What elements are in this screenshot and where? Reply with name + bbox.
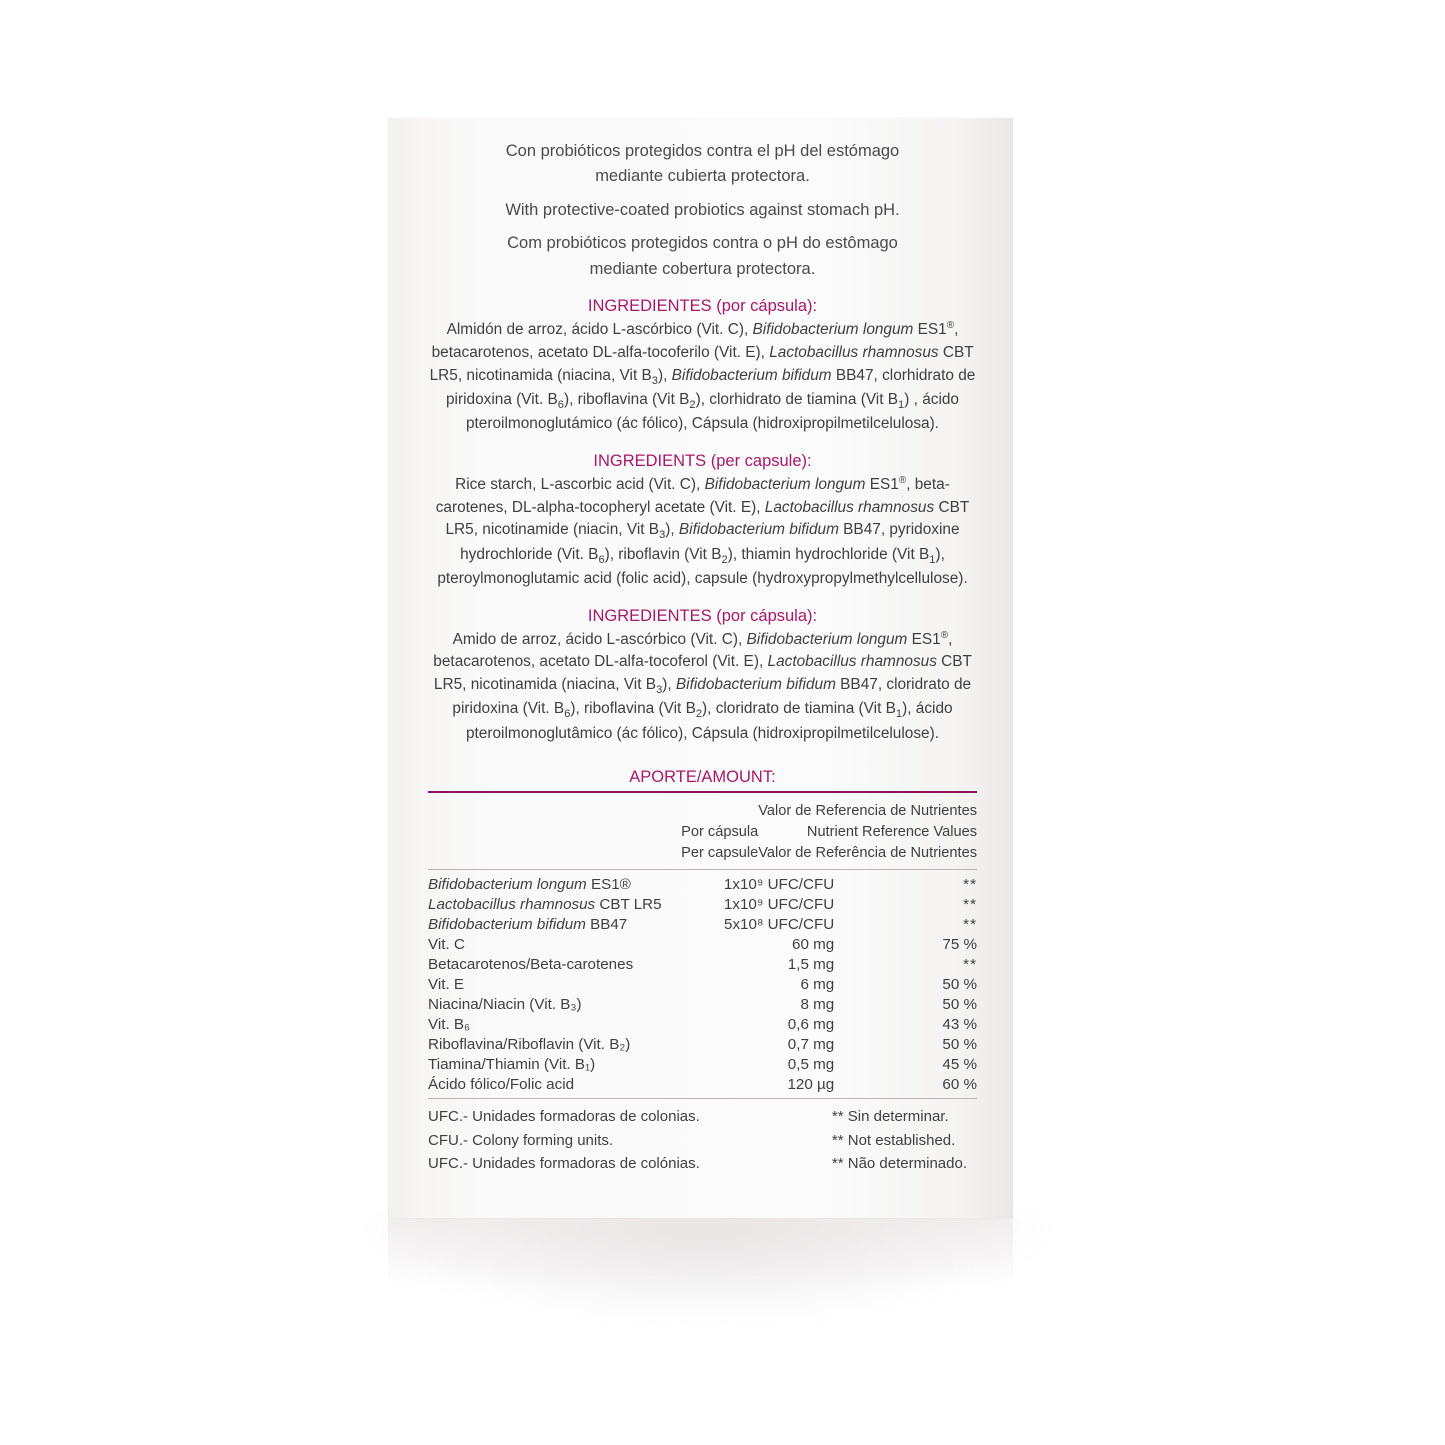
ing-en-l3i: Bifidobacterium bifidum [678,521,839,539]
ing-es-l4d: ) , [904,390,918,408]
nutrient-nrv: 50 % [942,995,977,1013]
header-nrv-es: Valor de Referencia de Nutrientes [758,802,977,819]
nutrient-name [428,954,670,974]
ing-es-l4b: ), riboflavina (Vit B [563,390,690,408]
ing-es-l1b: ES1 [913,321,947,339]
nutrient-nrv: 43 % [942,1015,977,1033]
nutrient-per-capsule: 1x10⁹ UFC/CFU [723,875,835,893]
nutrient-per-capsule: 5x10⁸ UFC/CFU [724,915,835,933]
nutrient-name-rest: Tiamina/Thiamin (Vit. B₁) [428,1055,596,1073]
ing-en-l5: pteroylmonoglutamic acid (folic acid), capsule (hydroxypropylmethylcellulose). [437,570,968,588]
nutrient-per-capsule: 60 mg [792,935,835,953]
table-row [428,874,977,894]
ing-en-sub6: 6 [598,553,605,566]
header-per-capsule-en: Per capsule [681,844,759,861]
ing-pt-l1a: Amido de arroz, ácido L-ascórbico (Vit. C), [452,630,747,648]
nutrient-per-capsule: 0,7 mg [787,1035,835,1053]
probiotic-blurb [428,140,977,281]
nutrient-per-capsule: 1,5 mg [787,955,835,973]
ing-pt-sub1: 1 [895,708,903,721]
amount-table-header [428,799,977,865]
ing-en-l2a: beta-carotenes, DL-alpha-tocopheryl acetate (Vit. E), [435,476,950,516]
header-per-capsule [618,799,758,865]
table-row [428,974,977,994]
header-blank [428,799,618,865]
ing-es-reg1: ® [946,320,955,332]
ing-en-reg1: ® [898,474,907,486]
ing-es-l2a: betacarotenos, acetato DL-alfa-tocoferilo (Vit. E), [431,343,770,361]
table-row [428,894,977,914]
nutrient-name-italic: Bifidobacterium longum [428,875,587,893]
ing-pt-l5: ácido pteroilmonoglutâmico (ác fólico), Cápsula (hidroxipropilmetilcelulose). [465,700,953,742]
blurb-pt-line1: Com probióticos protegidos contra o pH do estômago [507,234,898,253]
table-row [428,1074,977,1094]
blurb-pt-line2: mediante cobertura protectora. [589,259,816,278]
amount-table [428,799,977,865]
table-row [428,954,977,974]
ing-pt-l3a: LR5, nicotinamida (niacina, Vit B [433,676,657,694]
ing-pt-l1i: Bifidobacterium longum [746,630,908,648]
ing-es-l3a: LR5, nicotinamida (niacina, Vit B [429,366,652,384]
amount-top-rule [428,791,977,794]
table-row [428,994,977,1014]
ing-pt-sub6: 6 [564,708,571,721]
nutrient-name-rest: Vit. B₆ [428,1015,471,1033]
nutrient-name [428,894,670,914]
nutrient-name [428,1074,670,1094]
nutrient-per-capsule: 0,5 mg [787,1055,835,1073]
ingredients-en-body [428,474,977,591]
nutrient-name-rest: Ácido fólico/Folic acid [428,1075,575,1093]
nutrient-name-rest: ES1® [586,875,631,893]
blurb-es-line1: Con probióticos protegidos contra el pH del estómago [505,142,900,160]
nutrient-name [428,974,670,994]
nutrient-name [428,934,670,954]
nutrient-name-rest: BB47 [585,915,628,933]
ingredients-pt-title: INGREDIENTES (por cápsula): [587,606,818,625]
ing-pt-l3c: BB47, cloridrato [835,676,950,694]
ing-pt-l4d: ), [902,700,912,718]
nutrient-per-capsule: 8 mg [800,995,835,1013]
ing-pt-l3b: ), [662,676,676,694]
ing-pt-l1b: ES1 [907,630,941,648]
table-row [428,934,977,954]
nutrient-nrv: ** [963,895,977,913]
ing-en-sub2: 2 [721,553,728,566]
ing-en-sub3: 3 [659,529,666,542]
ing-en-l4a: pyridoxine hydrochloride (Vit. B [460,521,960,563]
ing-es-l1c: , [954,321,959,339]
nutrient-name [428,1014,670,1034]
nutrient-name-italic: Bifidobacterium bifidum [428,915,586,933]
ing-en-l2i: Lactobacillus rhamnosus [764,498,935,516]
nutrient-name-rest: Vit. E [428,975,465,993]
table-row [428,1034,977,1054]
ing-pt-reg1: ® [940,629,949,641]
ing-pt-l3i: Bifidobacterium bifidum [675,676,836,694]
amount-rows-table [428,874,977,1094]
ing-es-l3b: ), [657,366,672,384]
nutrient-nrv: ** [963,955,977,973]
nutrient-name-rest: Niacina/Niacin (Vit. B₃) [428,995,582,1013]
ing-es-l3i: Bifidobacterium bifidum [671,366,832,384]
footnote-line: ** Sin determinar. [831,1108,949,1126]
footnotes-left [428,1105,700,1175]
nutrient-nrv: ** [963,875,977,893]
footnote-line: ** Não determinado. [831,1154,967,1172]
ingredients-en-title: INGREDIENTS (per capsule): [593,451,812,470]
ing-pt-sub3: 3 [656,684,663,697]
nutrient-nrv: 45 % [942,1055,977,1073]
ing-en-l1i: Bifidobacterium longum [704,476,866,494]
ing-es-l3c: BB47, clorhidrato [831,366,954,384]
ing-pt-sub2: 2 [695,708,703,721]
table-row [428,1054,977,1074]
footnote-line: UFC.- Unidades formadoras de colonias. [428,1108,700,1126]
nutrient-name-italic: Lactobacillus rhamnosus [428,895,596,913]
ing-pt-l4b: ), riboflavina (Vit B [570,700,696,718]
nutrient-name-rest: Riboflavina/Riboflavin (Vit. B₂) [428,1035,631,1053]
footnote-line: UFC.- Unidades formadoras de colónias. [428,1154,700,1172]
footnote-line: CFU.- Colony forming units. [428,1131,614,1149]
table-row [428,914,977,934]
ing-pt-l4a: de piridoxina (Vit. B [452,676,972,718]
ing-pt-l4c: ), cloridrato de tiamina (Vit B [702,700,896,718]
ing-en-l3c: BB47, [838,521,886,539]
ing-en-l3b: ), [665,521,679,539]
amount-bottom-rule [428,1098,977,1099]
nutrient-nrv: 50 % [942,975,977,993]
nutrient-name-rest: CBT LR5 [595,895,662,913]
nutrient-per-capsule: 1x10⁹ UFC/CFU [723,895,835,913]
ing-en-l1c: , [906,476,911,494]
table-row [428,1014,977,1034]
ing-pt-l2b: CBT [936,653,972,671]
nutrient-name [428,874,670,894]
amount-header-rule [428,869,977,870]
ing-es-l1a: Almidón de arroz, ácido L-ascórbico (Vit. C), [446,321,753,339]
ing-es-l1i: Bifidobacterium longum [752,321,914,339]
ing-es-sub2: 2 [689,398,696,411]
nutrient-name [428,994,670,1014]
blurb-en-line1: With protective-coated probiotics against stomach pH. [505,200,900,219]
blurb-es-line2: mediante cubierta protectora. [595,167,810,186]
ing-es-l2i: Lactobacillus rhamnosus [769,343,939,361]
nutrient-name-rest: Vit. C [428,935,465,953]
ing-en-l3a: CBT LR5, nicotinamide (niacin, Vit B [445,498,970,539]
amount-rows-body [428,874,977,1094]
ing-pt-l2i: Lactobacillus rhamnosus [767,653,937,671]
amount-title: APORTE/AMOUNT: [629,767,776,786]
nutrient-per-capsule: 120 µg [787,1075,835,1093]
nutrient-per-capsule: 0,6 mg [787,1015,835,1033]
product-box-back-panel [388,118,1013,1218]
ingredients-es-body [428,319,977,436]
box-reflection [388,1218,1013,1288]
ing-en-l1a: Rice starch, L-ascorbic acid (Vit. C), [455,476,705,494]
footnote-line: ** Not established. [831,1131,956,1149]
ing-es-sub1: 1 [898,398,905,411]
header-nrv-pt: Valor de Referência de Nutrientes [758,844,977,861]
header-nrv-en: Nutrient Reference Values [806,823,977,840]
nutrient-nrv: 60 % [942,1075,977,1093]
ingredients-pt-body [428,629,977,746]
nutrient-per-capsule: 6 mg [800,975,835,993]
nutrient-name [428,1054,670,1074]
ing-pt-l2a: betacarotenos, acetato DL-alfa-tocoferol (Vit. E), [433,653,768,671]
header-per-capsule-es: Por cápsula [681,823,759,840]
nutrient-name [428,914,670,934]
ing-es-l5: ácido pteroilmonoglutámico (ác fólico), Cápsula (hidroxipropilmetilcelulosa). [465,390,959,433]
header-nrv [758,799,977,865]
nutrient-nrv: 75 % [942,935,977,953]
ing-en-l1b: ES1 [865,476,899,494]
nutrient-nrv: ** [963,915,977,933]
ing-es-sub6: 6 [557,398,564,411]
ing-en-sub1: 1 [929,553,936,566]
ing-en-l4d: ), [935,545,945,563]
ing-en-l4b: ), riboflavin (Vit B [604,545,722,563]
ingredients-es-title: INGREDIENTES (por cápsula): [587,297,818,316]
ing-pt-l1c: , [948,630,953,648]
ing-es-sub3: 3 [651,374,658,387]
nutrient-name [428,1034,670,1054]
ing-es-l4a: de piridoxina (Vit. B [446,366,976,408]
nutrient-name-rest: Betacarotenos/Beta-carotenes [428,955,634,973]
ing-es-l2b: CBT [938,343,974,361]
ing-en-l4c: ), thiamin hydrochloride (Vit B [727,545,930,563]
nutrient-nrv: 50 % [942,1035,977,1053]
footnotes-right [832,1105,977,1175]
footnotes [428,1105,977,1175]
ing-es-l4c: ), clorhidrato de tiamina (Vit B [695,390,899,408]
